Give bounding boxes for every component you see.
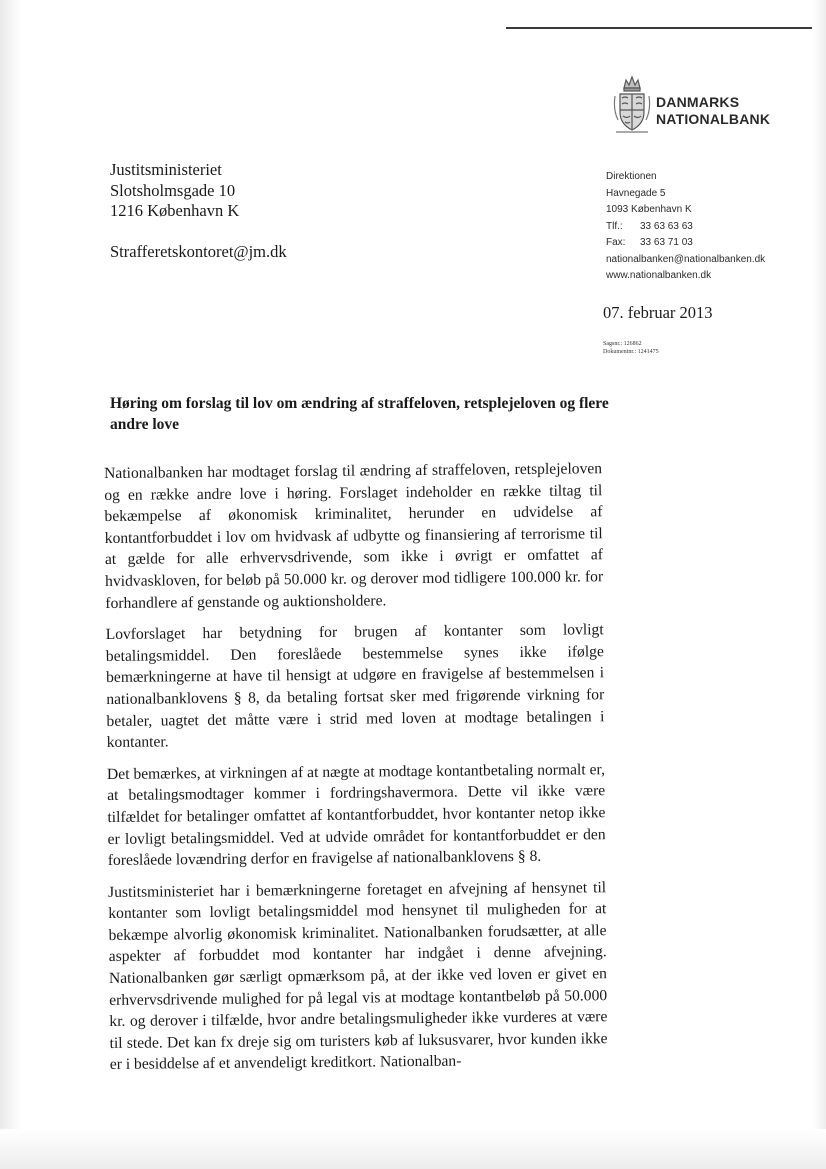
sender-web: www.nationalbanken.dk <box>606 270 712 281</box>
body-paragraph: Justitsministeriet har i bemærkningerne foretaget en afvejning af hensynet til kontanter som lovligt betalingsmiddel mod hensynet til muligheden for at bekæmpe alvorlig økonomisk kriminalitet. Nationalbanken forudsætter, at alle aspekter af forbuddet mod kontanter har indgået i denne afvejning. Nationalbanken gør særligt opmærksom på, at der ikke ved loven er givet en erhvervsdrivende mulighed for på legal vis at modtage kontantbeløb på 50.000 kr. og derover i tilfælde, hvor andre betalingsmuligheder ikke vurderes at være til stede. Det kan fx dreje sig om turisters køb af luksusvarer, hvor kunden ikke er i besiddelse af et anvendeligt kreditkort. Nationalban- <box>108 878 608 1074</box>
recipient-line1: Justitsministeriet <box>110 160 222 179</box>
document-number: Dokumentnr.: 1241475 <box>603 349 659 355</box>
fax-label: Fax: <box>606 237 626 248</box>
recipient-line2: Slotsholmsgade 10 <box>110 180 236 200</box>
sender-phone-row <box>606 219 765 236</box>
recipient-line3: 1216 København K <box>110 201 240 220</box>
body-paragraph: Nationalbanken har modtaget forslag til ændring af straffeloven, retsplejeloven og en række andre love i høring. Forslaget indeholder en række tiltag til bekæmpelse af økonomisk kriminalitet, herunder en udvidelse af kontantforbuddet i lov om hvidvask af udbytte og finansiering af terrorisme til at gælde for alle erhvervsdrivende, som ikke i øvrigt er omfattet af hvidvaskloven, for beløb på 50.000 kr. og derover mod tidligere 100.000 kr. for forhandlere af genstande og auktionsholdere. <box>104 460 604 612</box>
bank-name-line2: NATIONALBANK <box>656 111 771 127</box>
scan-edge-left <box>0 0 22 1169</box>
sender-city: 1093 København K <box>606 204 692 215</box>
letter-subject: Høring om forslag til lov om ændring af straffeloven, retsplejeloven og flere andre love <box>110 395 609 433</box>
phone-label: Tlf.: <box>606 220 623 232</box>
case-number: Sagsnr.: 126862 <box>603 341 642 347</box>
sender-department: Direktionen <box>606 171 657 182</box>
recipient-address <box>110 160 287 262</box>
sender-phone: 33 63 63 63 <box>640 220 693 232</box>
sender-fax-row <box>606 235 765 252</box>
royal-crest-icon <box>612 74 652 136</box>
sender-fax: 33 63 71 03 <box>640 237 693 248</box>
letter-body <box>104 458 608 1076</box>
letter-date: 07. februar 2013 <box>603 303 713 322</box>
recipient-email: Strafferetskontoret@jm.dk <box>110 241 287 261</box>
bank-name-line1: DANMARKS <box>656 94 740 110</box>
body-paragraph: Det bemærkes, at virkningen af at nægte at modtage kontantbetaling normalt er, at betalingsmodtager kommer i fordringshavermora. Dette vil ikke være tilfældet for betalinger omfattet af kontantforbuddet, hvor kontanter netop ikke er lovligt betalingsmiddel. Ved at udvide området for kontantforbuddet er den foreslåede lovændring derfor en fravigelse af nationalbanklovens § 8. <box>106 760 606 870</box>
body-paragraph: Lovforslaget har betydning for brugen af kontanter som lovligt betalingsmiddel. Den foreslåede bestemmelse synes ikke ifølge bemærkningerne at have til hensigt at udgøre en fravigelse af bestemmelsen i nationalbanklovens § 8, da betaling fortsat sker med frigørende virkning for betaler, uagtet det måtte være i strid med loven at modtage betalingen i kontanter. <box>105 621 605 752</box>
sender-street: Havnegade 5 <box>606 187 666 199</box>
scan-edge-right <box>812 0 826 1169</box>
sender-address <box>606 169 765 285</box>
scan-edge-bottom <box>0 1129 826 1169</box>
top-rule <box>506 27 812 29</box>
letterhead-logo <box>612 74 782 144</box>
reference-numbers <box>603 340 659 356</box>
sender-email: nationalbanken@nationalbanken.dk <box>606 253 766 265</box>
bank-name <box>656 94 770 128</box>
